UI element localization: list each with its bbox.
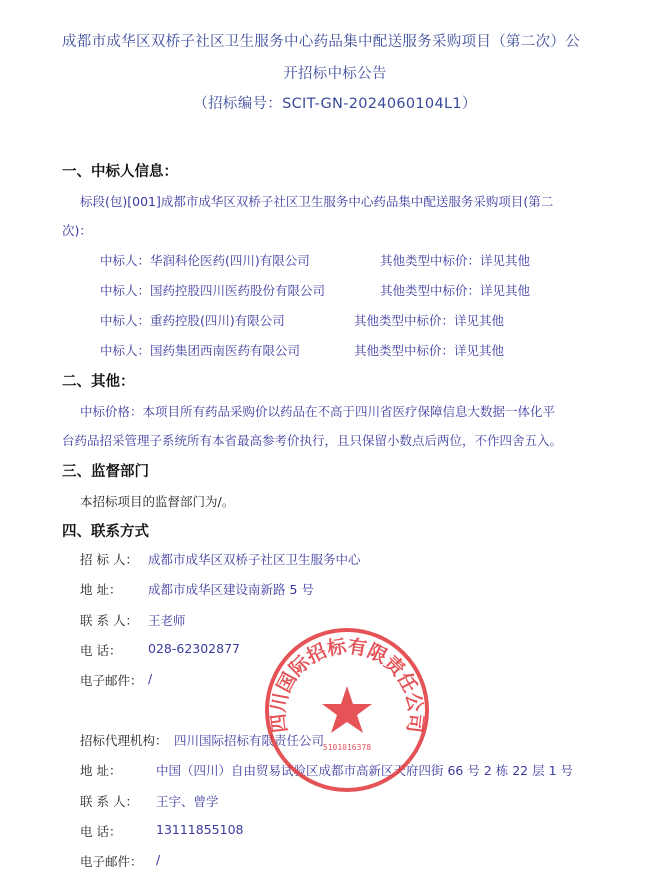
tenderer-phone: 028-62302877 bbox=[148, 641, 240, 656]
winner-1: 中标人：华润科伦医药(四川)有限公司 bbox=[100, 253, 310, 268]
agency-address: 中国（四川）自由贸易试验区成都市高新区天府四街 66 号 2 栋 22 层 1 号 bbox=[156, 763, 574, 778]
agency-name: 四川国际招标有限责任公司 bbox=[174, 733, 325, 748]
winner-1-price: 其他类型中标价：详见其他 bbox=[380, 253, 531, 268]
seal-star-icon bbox=[322, 686, 372, 733]
agency-phone: 13111855108 bbox=[156, 822, 244, 837]
agency-email: / bbox=[156, 852, 161, 867]
agency-email-label: 电子邮件： bbox=[80, 854, 143, 869]
lot-line1: 标段(包)[001]成都市成华区双桥子社区卫生服务中心药品集中配送服务采购项目(第二 bbox=[80, 194, 554, 209]
agency-phone-label: 电 话： bbox=[80, 824, 122, 839]
tenderer-email-label: 电子邮件： bbox=[80, 673, 143, 688]
section-other-heading: 二、其他： bbox=[62, 374, 135, 390]
section-contact-heading: 四、联系方式 bbox=[62, 524, 149, 540]
tenderer-name: 成都市成华区双桥子社区卫生服务中心 bbox=[148, 552, 361, 567]
tenderer-phone-label: 电 话： bbox=[80, 643, 122, 658]
seal-code: 5101016378 bbox=[322, 743, 372, 752]
tenderer-contact: 王老师 bbox=[148, 613, 186, 628]
other-line2: 台药品招采管理子系统所有本省最高参考价执行，且只保留小数点后两位，不作四舍五入。 bbox=[62, 433, 563, 448]
agency-contact-label: 联 系 人： bbox=[80, 794, 138, 809]
winner-4: 中标人：国药集团西南医药有限公司 bbox=[100, 343, 301, 358]
supervision-text: 本招标项目的监督部门为/。 bbox=[80, 494, 235, 509]
section-winner-heading: 一、中标人信息： bbox=[62, 164, 178, 180]
section-supervision-heading: 三、监督部门 bbox=[62, 464, 149, 480]
agency-address-label: 地 址： bbox=[80, 763, 122, 778]
notice-title-line1: 成都市成华区双桥子社区卫生服务中心药品集中配送服务采购项目（第二次）公 bbox=[62, 34, 580, 50]
agency-name-label: 招标代理机构： bbox=[80, 733, 168, 748]
tender-code: （招标编号：SCIT-GN-2024060104L1） bbox=[193, 96, 477, 112]
tenderer-address-label: 地 址： bbox=[80, 582, 122, 597]
tenderer-email: / bbox=[148, 671, 153, 686]
tenderer-contact-label: 联 系 人： bbox=[80, 613, 138, 628]
other-line1: 中标价格：本项目所有药品采购价以药品在不高于四川省医疗保障信息大数据一体化平 bbox=[80, 404, 556, 419]
winner-4-price: 其他类型中标价：详见其他 bbox=[354, 343, 505, 358]
company-seal bbox=[263, 626, 431, 794]
tenderer-name-label: 招 标 人： bbox=[80, 552, 138, 567]
lot-line2: 次)： bbox=[62, 223, 92, 238]
agency-contact: 王宇、曾学 bbox=[156, 794, 219, 809]
seal-text: 四川国际招标有限责任公司 bbox=[267, 635, 427, 734]
winner-2: 中标人：国药控股四川医药股份有限公司 bbox=[100, 283, 326, 298]
winner-3: 中标人：重药控股(四川)有限公司 bbox=[100, 313, 285, 328]
winner-2-price: 其他类型中标价：详见其他 bbox=[380, 283, 531, 298]
winner-3-price: 其他类型中标价：详见其他 bbox=[354, 313, 505, 328]
tenderer-address: 成都市成华区建设南新路 5 号 bbox=[148, 582, 314, 597]
notice-title-line2: 开招标中标公告 bbox=[283, 66, 387, 82]
